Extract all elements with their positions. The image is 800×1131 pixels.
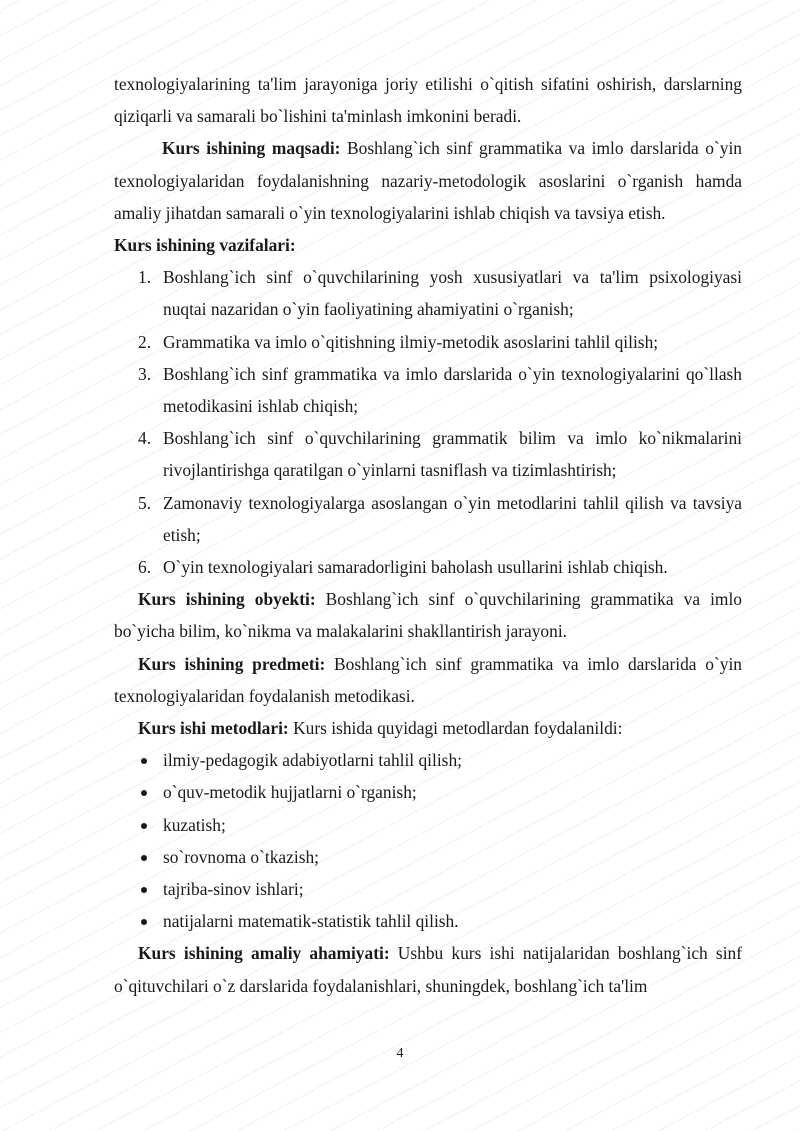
list-item-text: O`yin texnologiyalari samaradorligini baholash usullarini ishlab chiqish. <box>163 557 668 578</box>
page-number: 4 <box>396 1046 404 1061</box>
list-number: 1. <box>138 267 152 288</box>
methods-paragraph <box>114 712 742 744</box>
list-item-text: o`quv-metodik hujjatlarni o`rganish; <box>163 782 417 803</box>
list-item <box>114 261 742 325</box>
list-item-text: Boshlang`ich sinf o`quvchilarining grammatik bilim va imlo ko`nikmalarini rivojlantirishga qaratilgan o`yinlarni tasniflash va tizimlashtirish; <box>163 428 742 481</box>
list-item-text: tajriba-sinov ishlari; <box>163 879 304 900</box>
list-number: 2. <box>138 331 152 352</box>
object-label: Kurs ishining obyekti: <box>138 589 316 610</box>
methods-label: Kurs ishi metodlari: <box>138 718 289 739</box>
goal-text: Boshlang`ich sinf grammatika va imlo darslarida o`yin texnologiyalaridan foydalanishning nazariy-metodologik asoslarini o`rganish hamda amaliy jihatdan samarali o`yin texnologiyalarini ishlab chiqish va tavsiya etish. <box>114 138 742 223</box>
list-number: 4. <box>138 428 152 449</box>
list-item-text: kuzatish; <box>163 814 226 835</box>
list-item <box>114 905 742 937</box>
bullet-icon <box>141 919 147 925</box>
bullet-icon <box>141 823 147 829</box>
list-item <box>114 809 742 841</box>
list-item <box>114 326 742 358</box>
goal-label: Kurs ishining maqsadi: <box>162 138 341 159</box>
subject-text: Boshlang`ich sinf grammatika va imlo darslarida o`yin texnologiyalaridan foydalanish metodikasi. <box>114 653 742 706</box>
list-item-text: natijalarni matematik-statistik tahlil qilish. <box>163 911 459 932</box>
list-item <box>114 873 742 905</box>
object-text: Boshlang`ich sinf o`quvchilarining grammatika va imlo bo`yicha bilim, ko`nikma va malakalarini shakllantirish jarayoni. <box>114 589 742 642</box>
bullet-icon <box>141 758 147 764</box>
list-item <box>114 487 742 551</box>
subject-paragraph <box>114 648 742 712</box>
goal-paragraph <box>114 132 742 229</box>
list-number: 3. <box>138 363 152 384</box>
list-item-text: Zamonaviy texnologiyalarga asoslangan o`yin metodlarini tahlil qilish va tavsiya etish; <box>163 492 742 545</box>
practical-paragraph <box>114 937 742 1001</box>
list-item-text: Grammatika va imlo o`qitishning ilmiy-metodik asoslarini tahlil qilish; <box>163 331 659 352</box>
practical-label: Kurs ishining amaliy ahamiyati: <box>138 943 390 964</box>
methods-list <box>114 744 742 937</box>
object-paragraph <box>114 583 742 647</box>
methods-text: Kurs ishida quyidagi metodlardan foydalanildi: <box>288 718 623 739</box>
list-item-text: ilmiy-pedagogik adabiyotlarni tahlil qilish; <box>163 750 462 771</box>
list-item <box>114 776 742 808</box>
list-number: 6. <box>138 557 152 578</box>
bullet-icon <box>141 887 147 893</box>
list-item-text: Boshlang`ich sinf grammatika va imlo darslarida o`yin texnologiyalarini qo`llash metodikasini ishlab chiqish; <box>163 363 742 417</box>
bullet-icon <box>141 855 147 861</box>
list-item <box>114 422 742 486</box>
intro-paragraph: texnologiyalarining ta'lim jarayoniga joriy etilishi o`qitish sifatini oshirish, darslarning qiziqarli va samarali bo`lishini ta'minlash imkonini beradi. <box>114 74 742 127</box>
list-item <box>114 841 742 873</box>
document-page <box>114 68 742 1002</box>
list-item-text: Boshlang`ich sinf o`quvchilarining yosh xususiyatlari va ta'lim psixologiyasi nuqtai nazaridan o`yin faoliyatining ahamiyatini o`rganish; <box>163 267 742 320</box>
tasks-list <box>114 261 742 583</box>
list-item <box>114 551 742 583</box>
tasks-heading: Kurs ishining vazifalari: <box>114 235 296 256</box>
list-item-text: so`rovnoma o`tkazish; <box>163 846 319 867</box>
list-number: 5. <box>138 492 152 513</box>
list-item <box>114 744 742 776</box>
bullet-icon <box>141 790 147 796</box>
practical-text: Ushbu kurs ishi natijalaridan boshlang`ich sinf o`qituvchilari o`z darslarida foydalanishlari, shuningdek, boshlang`ich ta'lim <box>114 943 743 996</box>
subject-label: Kurs ishining predmeti: <box>138 653 326 674</box>
list-item <box>114 358 742 422</box>
